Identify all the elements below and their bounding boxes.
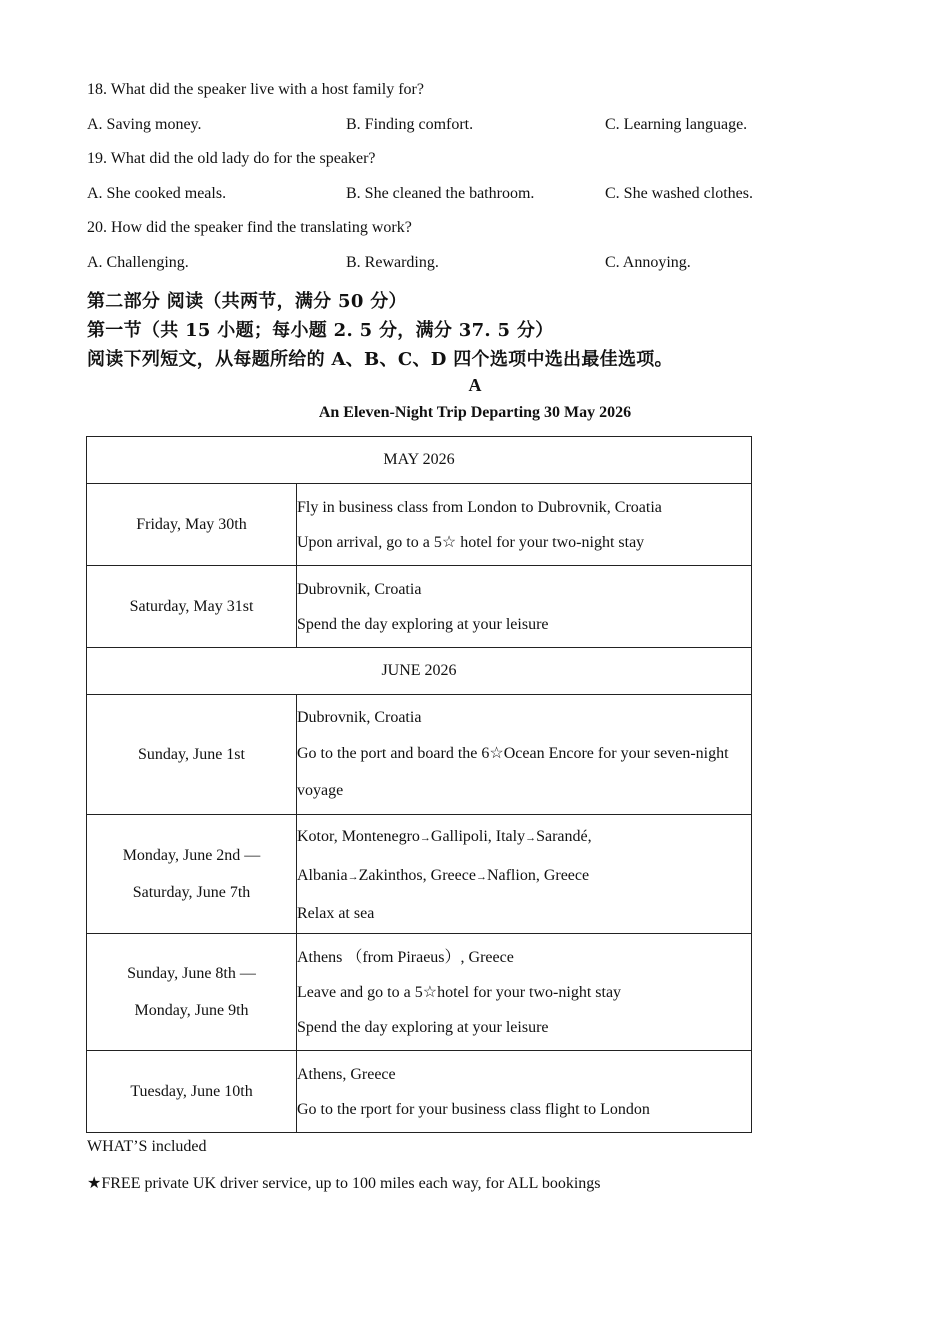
arrow-icon: → <box>525 831 537 844</box>
arrow-icon: → <box>419 831 431 844</box>
whats-included-heading: WHAT’S included <box>87 1138 207 1155</box>
day-range-start: Monday, June 2nd — <box>122 847 261 864</box>
day-cell: Sunday, June 1st <box>87 695 297 815</box>
option-18b: B. Finding comfort. <box>346 116 474 133</box>
day-range-end: Monday, June 9th <box>134 1002 249 1019</box>
route-line-2 <box>297 857 751 896</box>
info-cell <box>297 484 752 566</box>
option-18c: C. Learning language. <box>605 116 748 133</box>
option-20b: B. Rewarding. <box>346 254 439 271</box>
question-18: 18. What did the speaker live with a host family for? <box>87 81 424 98</box>
option-19b: B. She cleaned the bathroom. <box>346 185 535 202</box>
month-header-may: MAY 2026 <box>87 437 752 484</box>
day-cell: Saturday, May 31st <box>87 566 297 648</box>
port-name: Albania <box>297 866 348 884</box>
route-line-1 <box>297 818 751 857</box>
info-line: Leave and go to a 5☆hotel for your two-night stay <box>297 983 622 1001</box>
month-header-june: JUNE 2026 <box>87 648 752 695</box>
section-instruction: 阅读下列短文，从每题所给的 A、B、C、D 四个选项中选出最佳选项。 <box>87 349 673 370</box>
question-20: 20. How did the speaker find the translating work? <box>87 219 412 236</box>
option-19c: C. She washed clothes. <box>605 185 753 202</box>
info-cell <box>297 815 752 934</box>
info-cell <box>297 1051 752 1133</box>
table-row <box>87 566 752 648</box>
table-row <box>87 695 752 815</box>
info-cell <box>297 695 752 815</box>
info-line: Spend the day exploring at your leisure <box>297 1018 549 1036</box>
table-row <box>87 934 752 1051</box>
info-line: Athens, Greece <box>297 1065 396 1083</box>
passage-letter: A <box>468 375 482 395</box>
info-line: Athens （from Piraeus）, Greece <box>297 948 514 966</box>
table-row <box>87 484 752 566</box>
day-cell: Tuesday, June 10th <box>87 1051 297 1133</box>
arrow-icon: → <box>475 870 487 883</box>
passage-title: An Eleven-Night Trip Departing 30 May 2026 <box>318 404 632 421</box>
option-20c: C. Annoying. <box>605 254 691 271</box>
arrow-icon: → <box>347 870 359 883</box>
info-line: Dubrovnik, Croatia <box>297 580 422 598</box>
day-cell <box>87 815 297 934</box>
info-cell <box>297 934 752 1051</box>
info-line: Relax at sea <box>297 904 375 922</box>
option-19a: A. She cooked meals. <box>87 185 227 202</box>
port-name: Sarandé, <box>536 827 592 845</box>
option-20a: A. Challenging. <box>87 254 189 271</box>
info-line: Go to the rport for your business class flight to London <box>297 1100 650 1118</box>
port-name: Kotor, Montenegro <box>297 827 420 845</box>
info-line: Fly in business class from London to Dubrovnik, Croatia <box>297 498 662 516</box>
option-18a: A. Saving money. <box>87 116 202 133</box>
question-19: 19. What did the old lady do for the speaker? <box>87 150 376 167</box>
port-name: Naflion, Greece <box>486 866 590 884</box>
port-name: Zakinthos, Greece <box>358 866 476 884</box>
table-row <box>87 1051 752 1133</box>
day-range-end: Saturday, June 7th <box>132 884 251 901</box>
day-range-start: Sunday, June 8th — <box>127 965 256 982</box>
port-name: Gallipoli, Italy <box>430 827 526 845</box>
itinerary-table <box>86 436 752 1133</box>
info-line: Spend the day exploring at your leisure <box>297 615 549 633</box>
info-cell <box>297 566 752 648</box>
section-subtitle: 第一节（共 15 小题；每小题 2. 5 分，满分 37. 5 分） <box>87 320 554 341</box>
info-line: Upon arrival, go to a 5☆ hotel for your two-night stay <box>297 533 645 551</box>
table-row <box>87 815 752 934</box>
day-cell: Friday, May 30th <box>87 484 297 566</box>
info-line: Dubrovnik, Croatia <box>297 709 422 726</box>
included-item: ★FREE private UK driver service, up to 100 miles each way, for ALL bookings <box>87 1175 601 1192</box>
info-line: Go to the port and board the 6☆Ocean Encore for your seven-night voyage <box>297 745 729 799</box>
day-cell <box>87 934 297 1051</box>
part-title: 第二部分 阅读（共两节，满分 50 分） <box>87 291 407 312</box>
